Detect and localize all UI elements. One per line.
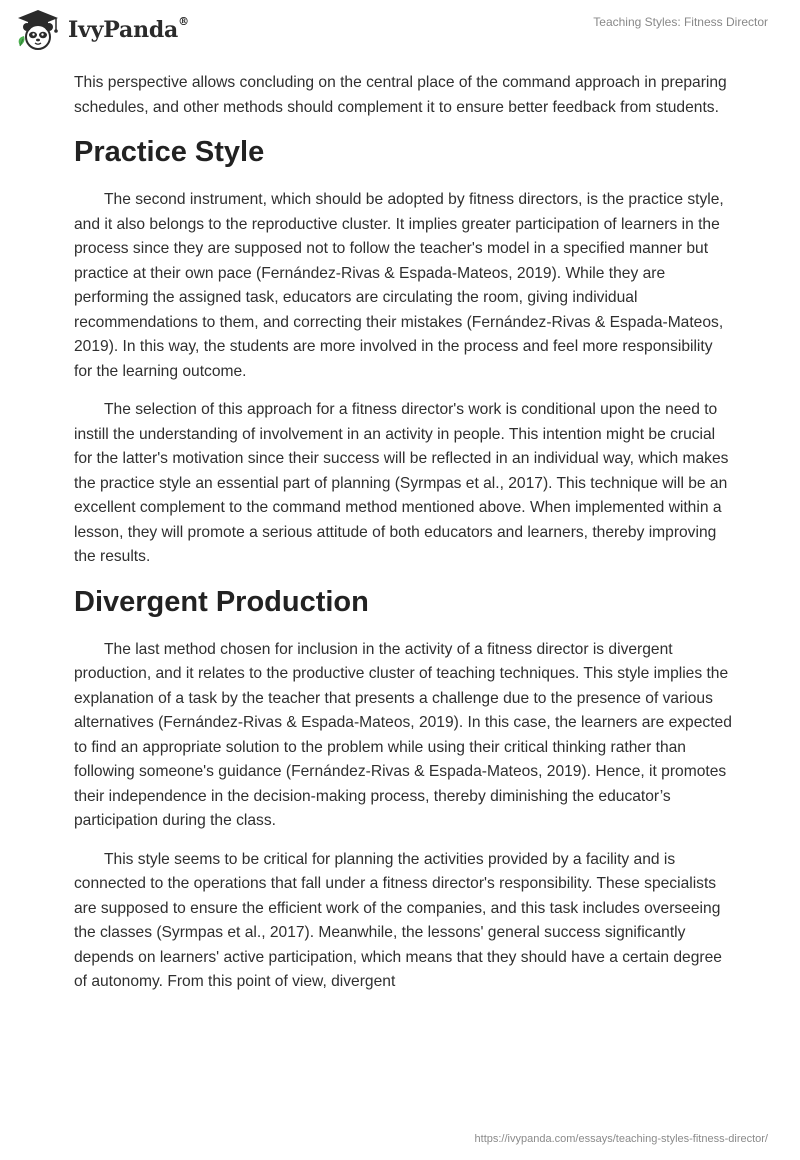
ivypanda-logo[interactable] — [14, 8, 189, 52]
paragraph: This style seems to be critical for planning the activities provided by a facility and is connected to the operations that fall under a fitness director's responsibility. These specialists are supposed to ensure the efficient work of the companies, and this task includes overseeing the classes (Syrmpas et al., 2017). Meanwhile, the lessons' general success significantly depends on learners' active participation, which means that they should have a certain degree of autonomy. From this point of view, divergent — [74, 850, 722, 990]
essay-body — [74, 71, 734, 1009]
paragraph: The second instrument, which should be adopted by fitness directors, is the practice style, and it also belongs to the reproductive cluster. It implies greater participation of learners in the process since they are supposed not to follow the teacher's model in a specified manner but practice at their own pace (Fernández-Rivas & Espada-Mateos, 2019). While they are performing the assigned task, educators are circulating the room, giving individual recommendations to them, and correcting their mistakes (Fernández-Rivas & Espada-Mateos, 2019). In this way, the students are more involved in the process and feel more responsibility for the learning outcome. — [74, 191, 724, 380]
document-title: Teaching Styles: Fitness Director — [593, 15, 768, 29]
logo-text: IvyPanda — [68, 17, 179, 43]
logo-wordmark — [68, 17, 189, 43]
page-header — [0, 0, 800, 64]
intro-paragraph: This perspective allows concluding on the central place of the command approach in preparing schedules, and other methods should complement it to ensure better feedback from students. — [74, 74, 727, 116]
section-heading-practice-style: Practice Style — [74, 136, 265, 168]
source-url[interactable]: https://ivypanda.com/essays/teaching-styles-fitness-director/ — [474, 1133, 768, 1145]
section-heading-divergent-production: Divergent Production — [74, 585, 369, 618]
paragraph: The selection of this approach for a fitness director's work is conditional upon the need to instill the understanding of involvement in an activity in people. This intention might be crucial for the latter's motivation since their success will be reflected in an individual way, which makes the practice style an essential part of planning (Syrmpas et al., 2017). This technique will be an excellent complement to the command method mentioned above. When implemented within a lesson, they will promote a serious attitude of both educators and learners, thereby improving the results. — [74, 401, 729, 565]
paragraph: The last method chosen for inclusion in the activity of a fitness director is divergent production, and it relates to the productive cluster of teaching techniques. This style implies the explanation of a task by the teacher that presents a challenge due to the presence of various alternatives (Fernández-Rivas & Espada-Mateos, 2019). In this case, the learners are expected to find an appropriate solution to the problem while using their critical thinking rather than following someone's guidance (Fernández-Rivas & Espada-Mateos, 2019). Hence, it promotes their independence in the decision-making process, thereby diminishing the educator’s participation during the class. — [74, 640, 732, 829]
panda-icon — [14, 8, 62, 52]
registered-mark: ® — [178, 15, 189, 28]
